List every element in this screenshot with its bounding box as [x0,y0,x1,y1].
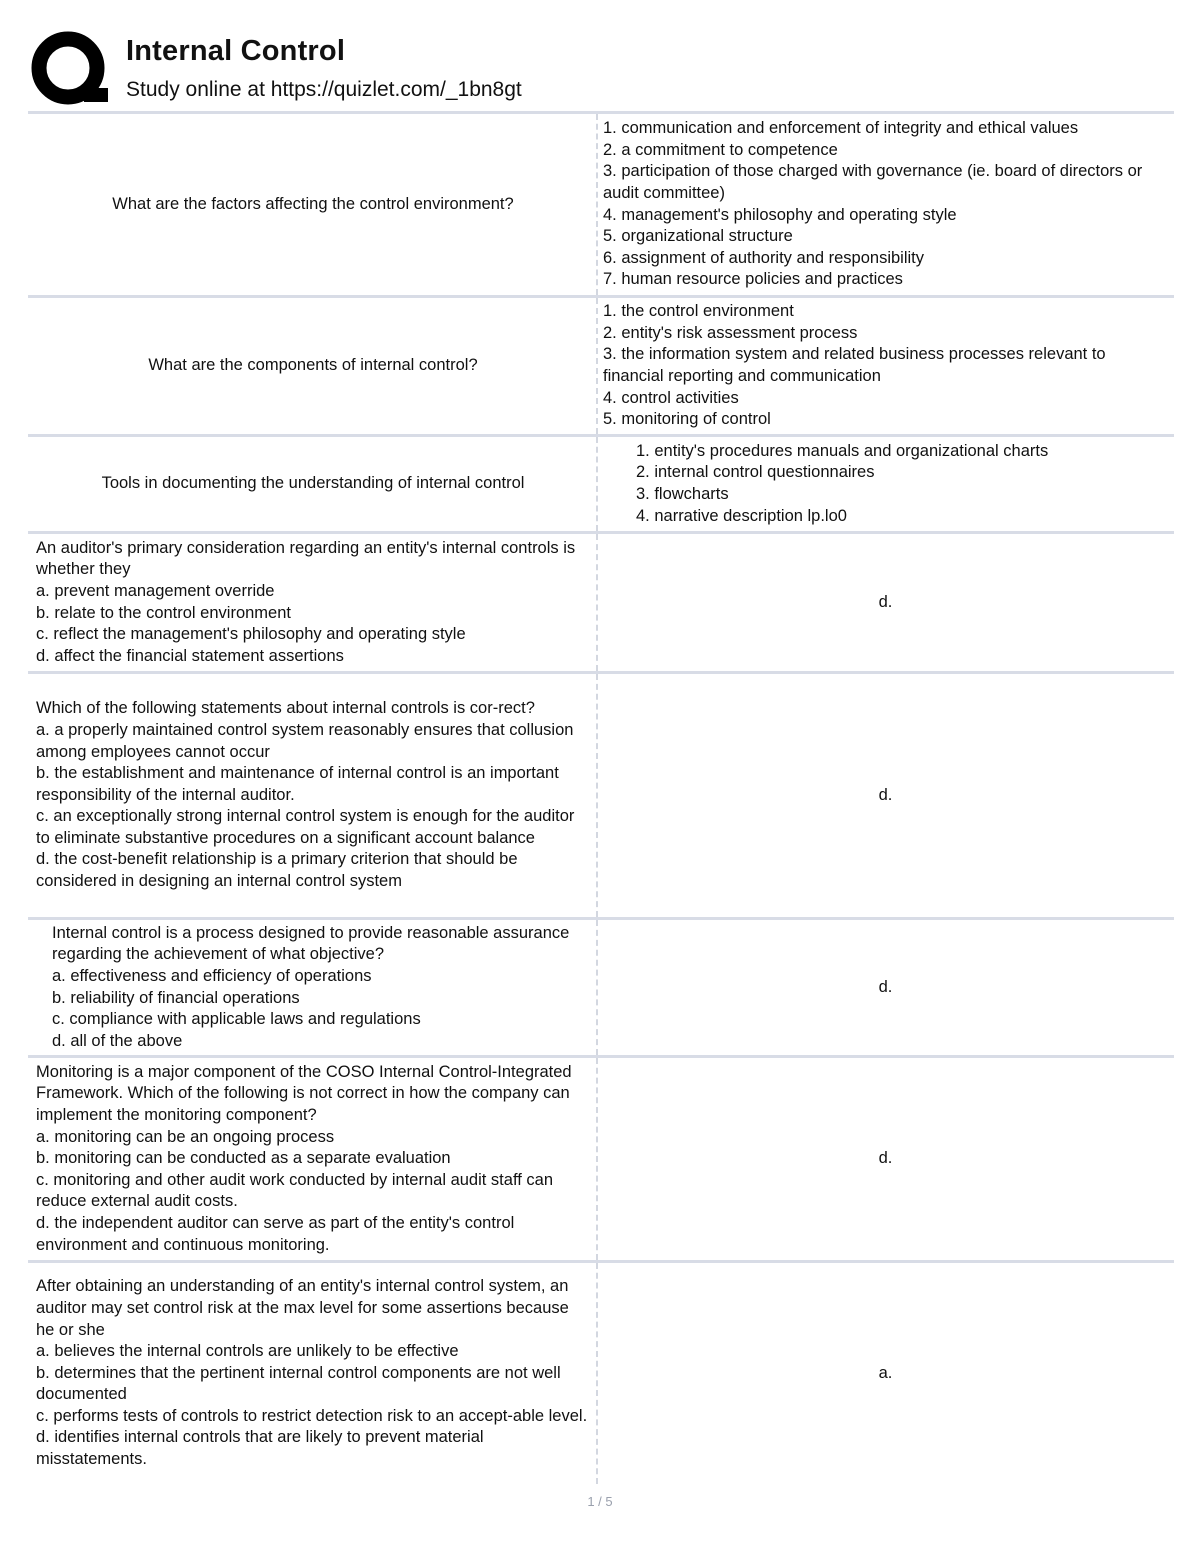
card-row [28,434,1174,531]
card-row [28,1260,1174,1484]
card-row [28,671,1174,917]
card-definition: 1. communication and enforcement of integrity and ethical values 2. a commitment to competence 3. participation of those charged with governance (ie. board of directors or audit committee) 4. management's philosophy and operating style 5. organizational structure 6. assignment of authority and responsibility 7. human resource policies and practices [603,119,1143,289]
card-row [28,1055,1174,1260]
card-term: Tools in documenting the understanding of internal control [28,437,598,531]
card-term: An auditor's primary consideration regarding an entity's internal controls is whether they a. prevent management override b. relate to the control environment c. reflect the management's philosophy and operating style d. affect the financial statement assertions [28,534,598,671]
card-term: After obtaining an understanding of an entity's internal control system, an auditor may set control risk at the max level for some assertions because he or she a. believes the internal controls are unlikely to be effective b. determines that the pertinent internal control components are not well documented c. performs tests of controls to restrict detection risk to an accept-able level. d. identifies internal controls that are likely to prevent material misstatements. [28,1263,598,1484]
card-term: What are the factors affecting the control environment? [28,114,598,295]
card-row [28,111,1174,295]
card-definition: 1. the control environment 2. entity's risk assessment process 3. the information system and related business processes relevant to financial reporting and communication 4. control activities 5. monitoring of control [603,302,1106,429]
card-row [28,295,1174,434]
document-header [28,28,1174,112]
card-answer: d. [878,977,893,996]
study-link-text: Study online at https://quizlet.com/_1bn8gt [126,78,522,101]
page-number: 1 / 5 [587,1494,613,1509]
card-term: What are the components of internal control? [28,298,598,434]
quizlet-logo-icon [30,30,110,110]
card-answer: d. [878,785,893,804]
card-answer: d. [878,1149,893,1168]
card-term: Monitoring is a major component of the COSO Internal Control-Integrated Framework. Which of the following is not correct in how the company can implement the monitoring component? a. monitoring can be an ongoing process b. monitoring can be conducted as a separate evaluation c. monitoring and other audit work conducted by internal audit staff can reduce external audit costs. d. the independent auditor can serve as part of the entity's control environment and continuous monitoring. [28,1058,598,1260]
card-term: Internal control is a process designed to provide reasonable assurance regarding the achievement of what objective? a. effectiveness and efficiency of operations b. reliability of financial operations c. compliance with applicable laws and regulations d. all of the above [28,920,598,1055]
card-answer: d. [878,592,893,611]
card-row [28,531,1174,671]
card-definition: 1. entity's procedures manuals and organizational charts 2. internal control questionnaires 3. flowcharts 4. narrative description lp.lo0 [636,441,1049,525]
document-title: Internal Control [126,35,346,67]
card-term: Which of the following statements about internal controls is cor-rect? a. a properly maintained control system reasonably ensures that collusion among employees cannot occur b. the establishment and maintenance of internal control is an important responsibility of the internal auditor. c. an exceptionally strong internal control system is enough for the auditor to eliminate substantive procedures on a significant account balance d. the cost-benefit relationship is a primary criterion that should be considered in designing an internal control system [28,674,598,917]
card-row [28,917,1174,1055]
flashcard-table [28,111,1174,1484]
card-answer: a. [878,1363,893,1382]
